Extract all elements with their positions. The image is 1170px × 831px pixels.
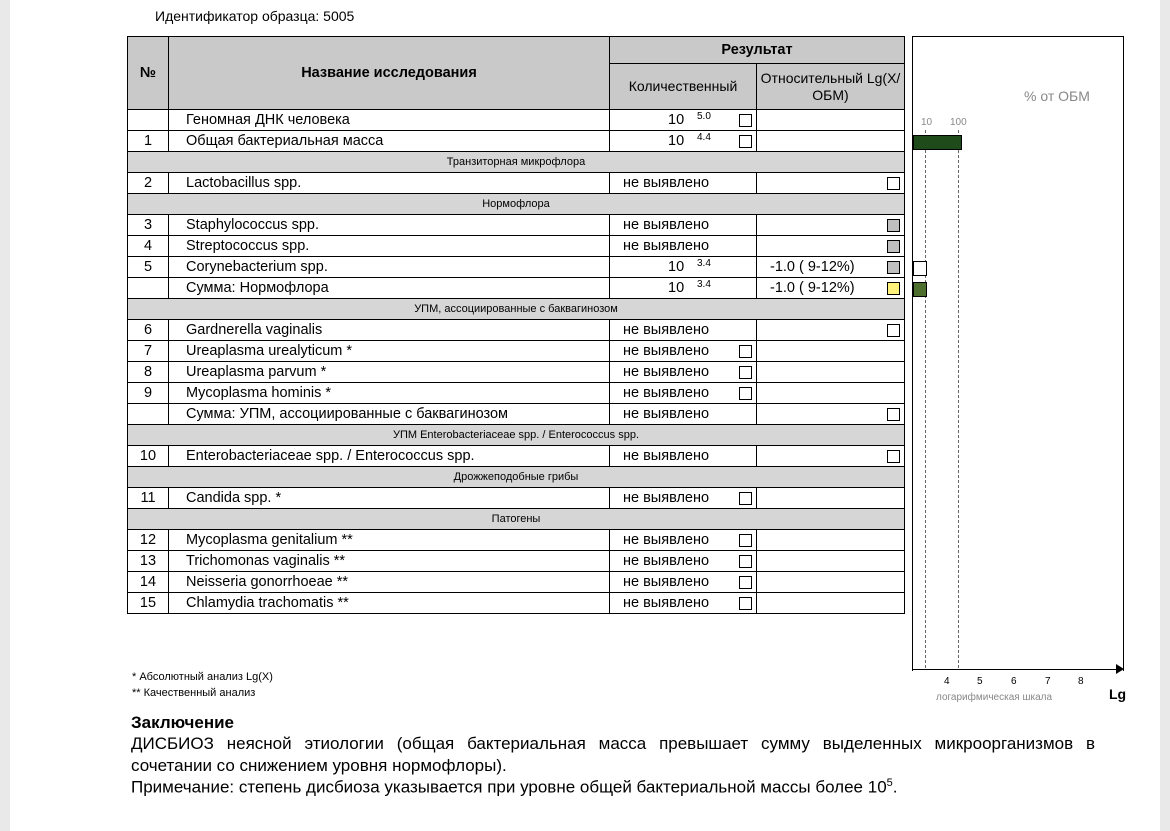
header-name: Название исследования	[169, 37, 610, 110]
section-header: УПМ, ассоциированные с баквагинозом	[128, 299, 905, 320]
checkbox-icon	[739, 135, 752, 148]
table-row	[128, 593, 905, 614]
table-row	[128, 215, 905, 236]
checkbox-icon	[739, 366, 752, 379]
row-number: 10	[128, 446, 169, 467]
rel-cell	[757, 446, 905, 467]
pct-tick-10: 10	[921, 117, 933, 128]
row-number	[128, 404, 169, 425]
checkbox-icon	[739, 534, 752, 547]
checkbox-icon	[739, 387, 752, 400]
row-number: 1	[128, 131, 169, 152]
table-row	[128, 362, 905, 383]
note-sup: 5	[886, 777, 893, 789]
x-tick: 5	[977, 676, 983, 687]
table-row	[128, 236, 905, 257]
quant-cell	[610, 530, 757, 551]
quant-cell	[610, 110, 757, 131]
axis-arrow-icon	[1116, 664, 1124, 674]
quant-cell	[610, 236, 757, 257]
quant-value: не выявлено	[623, 595, 710, 611]
axis-label-lg: Lg	[1109, 686, 1127, 702]
checkbox-icon	[739, 114, 752, 127]
checkbox-icon	[739, 555, 752, 568]
rel-cell	[757, 488, 905, 509]
rel-cell	[757, 362, 905, 383]
quant-value: не выявлено	[623, 322, 710, 338]
row-number: 2	[128, 173, 169, 194]
test-name: Corynebacterium spp.	[169, 257, 610, 278]
test-name: Candida spp. *	[169, 488, 610, 509]
table-row	[128, 404, 905, 425]
rel-cell	[757, 593, 905, 614]
quant-cell	[610, 572, 757, 593]
table-row	[128, 341, 905, 362]
row-number: 9	[128, 383, 169, 404]
checkbox-icon	[887, 450, 900, 463]
chart-bar	[913, 282, 927, 297]
grid-line-10	[925, 130, 926, 668]
quant-value: не выявлено	[623, 238, 710, 254]
chart-bar	[913, 261, 927, 276]
note-end: .	[892, 777, 898, 797]
row-number: 5	[128, 257, 169, 278]
quant-cell	[610, 383, 757, 404]
checkbox-icon	[739, 345, 752, 358]
checkbox-icon	[739, 576, 752, 589]
chart-title: % от ОБМ	[1024, 88, 1090, 104]
rel-cell	[757, 551, 905, 572]
quant-exponent: 4.4	[697, 132, 711, 143]
test-name: Lactobacillus spp.	[169, 173, 610, 194]
row-number: 6	[128, 320, 169, 341]
table-row	[128, 278, 905, 299]
quant-value: не выявлено	[623, 217, 710, 233]
rel-cell	[757, 173, 905, 194]
conclusion-heading: Заключение	[131, 713, 234, 732]
row-number: 13	[128, 551, 169, 572]
table-row	[128, 383, 905, 404]
table-row	[128, 572, 905, 593]
rel-cell	[757, 530, 905, 551]
table-row	[128, 530, 905, 551]
rel-value: -1.0 ( 9-12%)	[770, 280, 855, 296]
x-tick: 7	[1045, 676, 1051, 687]
quant-value: не выявлено	[623, 490, 710, 506]
rel-cell	[757, 383, 905, 404]
table-row	[128, 131, 905, 152]
chart-bar	[913, 135, 962, 150]
table-row	[128, 446, 905, 467]
table-row	[128, 257, 905, 278]
section-row	[128, 299, 905, 320]
x-tick: 8	[1078, 676, 1084, 687]
quant-exponent: 3.4	[697, 279, 711, 290]
header-num: №	[128, 37, 169, 110]
test-name: Trichomonas vaginalis **	[169, 551, 610, 572]
rel-cell	[757, 215, 905, 236]
checkbox-icon	[739, 492, 752, 505]
quant-base: 10	[668, 259, 685, 275]
checkbox-icon	[887, 177, 900, 190]
x-axis	[912, 669, 1120, 670]
row-number	[128, 110, 169, 131]
section-row	[128, 152, 905, 173]
quant-cell	[610, 404, 757, 425]
header-rel: Относительный Lg(X/ОБМ)	[757, 64, 905, 110]
quant-cell	[610, 257, 757, 278]
grid-line-100	[958, 130, 959, 668]
pct-tick-100: 100	[950, 117, 967, 128]
quant-cell	[610, 362, 757, 383]
rel-cell	[757, 110, 905, 131]
section-header: Транзиторная микрофлора	[128, 152, 905, 173]
table-row	[128, 488, 905, 509]
quant-exponent: 3.4	[697, 258, 711, 269]
section-row	[128, 425, 905, 446]
footnote-qualitative: ** Качественный анализ	[132, 687, 256, 699]
test-name: Ureaplasma urealyticum *	[169, 341, 610, 362]
conclusion-note	[131, 777, 898, 798]
rel-cell	[757, 131, 905, 152]
rel-cell	[757, 341, 905, 362]
test-name: Mycoplasma hominis *	[169, 383, 610, 404]
row-number: 4	[128, 236, 169, 257]
quant-value: не выявлено	[623, 532, 710, 548]
checkbox-icon	[739, 597, 752, 610]
test-name: Mycoplasma genitalium **	[169, 530, 610, 551]
quant-base: 10	[668, 112, 685, 128]
quant-cell	[610, 551, 757, 572]
test-name: Сумма: Нормофлора	[169, 278, 610, 299]
quant-value: не выявлено	[623, 364, 710, 380]
row-number: 14	[128, 572, 169, 593]
chart-panel	[912, 36, 1124, 671]
section-header: Нормофлора	[128, 194, 905, 215]
rel-cell	[757, 572, 905, 593]
footnote-absolute: * Абсолютный анализ Lg(X)	[132, 671, 273, 683]
table-row	[128, 551, 905, 572]
quant-cell	[610, 173, 757, 194]
checkbox-icon	[887, 324, 900, 337]
rel-cell	[757, 320, 905, 341]
test-name: Сумма: УПМ, ассоциированные с баквагинозом	[169, 404, 610, 425]
section-row	[128, 194, 905, 215]
row-number: 11	[128, 488, 169, 509]
test-name: Neisseria gonorrhoeae **	[169, 572, 610, 593]
checkbox-icon	[887, 408, 900, 421]
quant-exponent: 5.0	[697, 111, 711, 122]
quant-value: не выявлено	[623, 553, 710, 569]
quant-base: 10	[668, 133, 685, 149]
checkbox-icon	[887, 219, 900, 232]
row-number: 8	[128, 362, 169, 383]
table-row	[128, 320, 905, 341]
header-result: Результат	[610, 37, 905, 64]
row-number: 7	[128, 341, 169, 362]
section-header: Патогены	[128, 509, 905, 530]
rel-value: -1.0 ( 9-12%)	[770, 259, 855, 275]
test-name: Chlamydia trachomatis **	[169, 593, 610, 614]
quant-cell	[610, 341, 757, 362]
quant-cell	[610, 215, 757, 236]
test-name: Геномная ДНК человека	[169, 110, 610, 131]
results-table	[127, 36, 905, 614]
quant-cell	[610, 446, 757, 467]
checkbox-icon	[887, 282, 900, 295]
quant-value: не выявлено	[623, 385, 710, 401]
row-number: 12	[128, 530, 169, 551]
section-row	[128, 509, 905, 530]
test-name: Gardnerella vaginalis	[169, 320, 610, 341]
rel-cell	[757, 257, 905, 278]
quant-value: не выявлено	[623, 448, 710, 464]
section-header: Дрожжеподобные грибы	[128, 467, 905, 488]
rel-cell	[757, 278, 905, 299]
test-name: Streptococcus spp.	[169, 236, 610, 257]
table-row	[128, 110, 905, 131]
test-name: Staphylococcus spp.	[169, 215, 610, 236]
quant-value: не выявлено	[623, 574, 710, 590]
checkbox-icon	[887, 261, 900, 274]
conclusion-text: ДИСБИОЗ неясной этиологии (общая бактериальная масса превышает сумму выделенных микроорганизмов в сочетании со снижением уровня нормофлоры).	[131, 734, 1095, 775]
x-tick: 6	[1011, 676, 1017, 687]
quant-cell	[610, 593, 757, 614]
rel-cell	[757, 236, 905, 257]
scale-label: логарифмическая шкала	[936, 692, 1053, 703]
section-row	[128, 467, 905, 488]
x-tick: 4	[944, 676, 950, 687]
row-number: 3	[128, 215, 169, 236]
quant-value: не выявлено	[623, 343, 710, 359]
sample-id: Идентификатор образца: 5005	[155, 8, 355, 24]
header-quant: Количественный	[610, 64, 757, 110]
table-row	[128, 173, 905, 194]
rel-cell	[757, 404, 905, 425]
section-header: УПМ Enterobacteriaceae spp. / Enterococcus spp.	[128, 425, 905, 446]
quant-value: не выявлено	[623, 406, 710, 422]
quant-base: 10	[668, 280, 685, 296]
quant-cell	[610, 278, 757, 299]
test-name: Enterobacteriaceae spp. / Enterococcus spp.	[169, 446, 610, 467]
test-name: Ureaplasma parvum *	[169, 362, 610, 383]
row-number	[128, 278, 169, 299]
quant-cell	[610, 488, 757, 509]
quant-cell	[610, 320, 757, 341]
note-text: Примечание: степень дисбиоза указывается при уровне общей бактериальной массы более 10	[131, 777, 887, 797]
checkbox-icon	[887, 240, 900, 253]
quant-cell	[610, 131, 757, 152]
test-name: Общая бактериальная масса	[169, 131, 610, 152]
quant-value: не выявлено	[623, 175, 710, 191]
row-number: 15	[128, 593, 169, 614]
